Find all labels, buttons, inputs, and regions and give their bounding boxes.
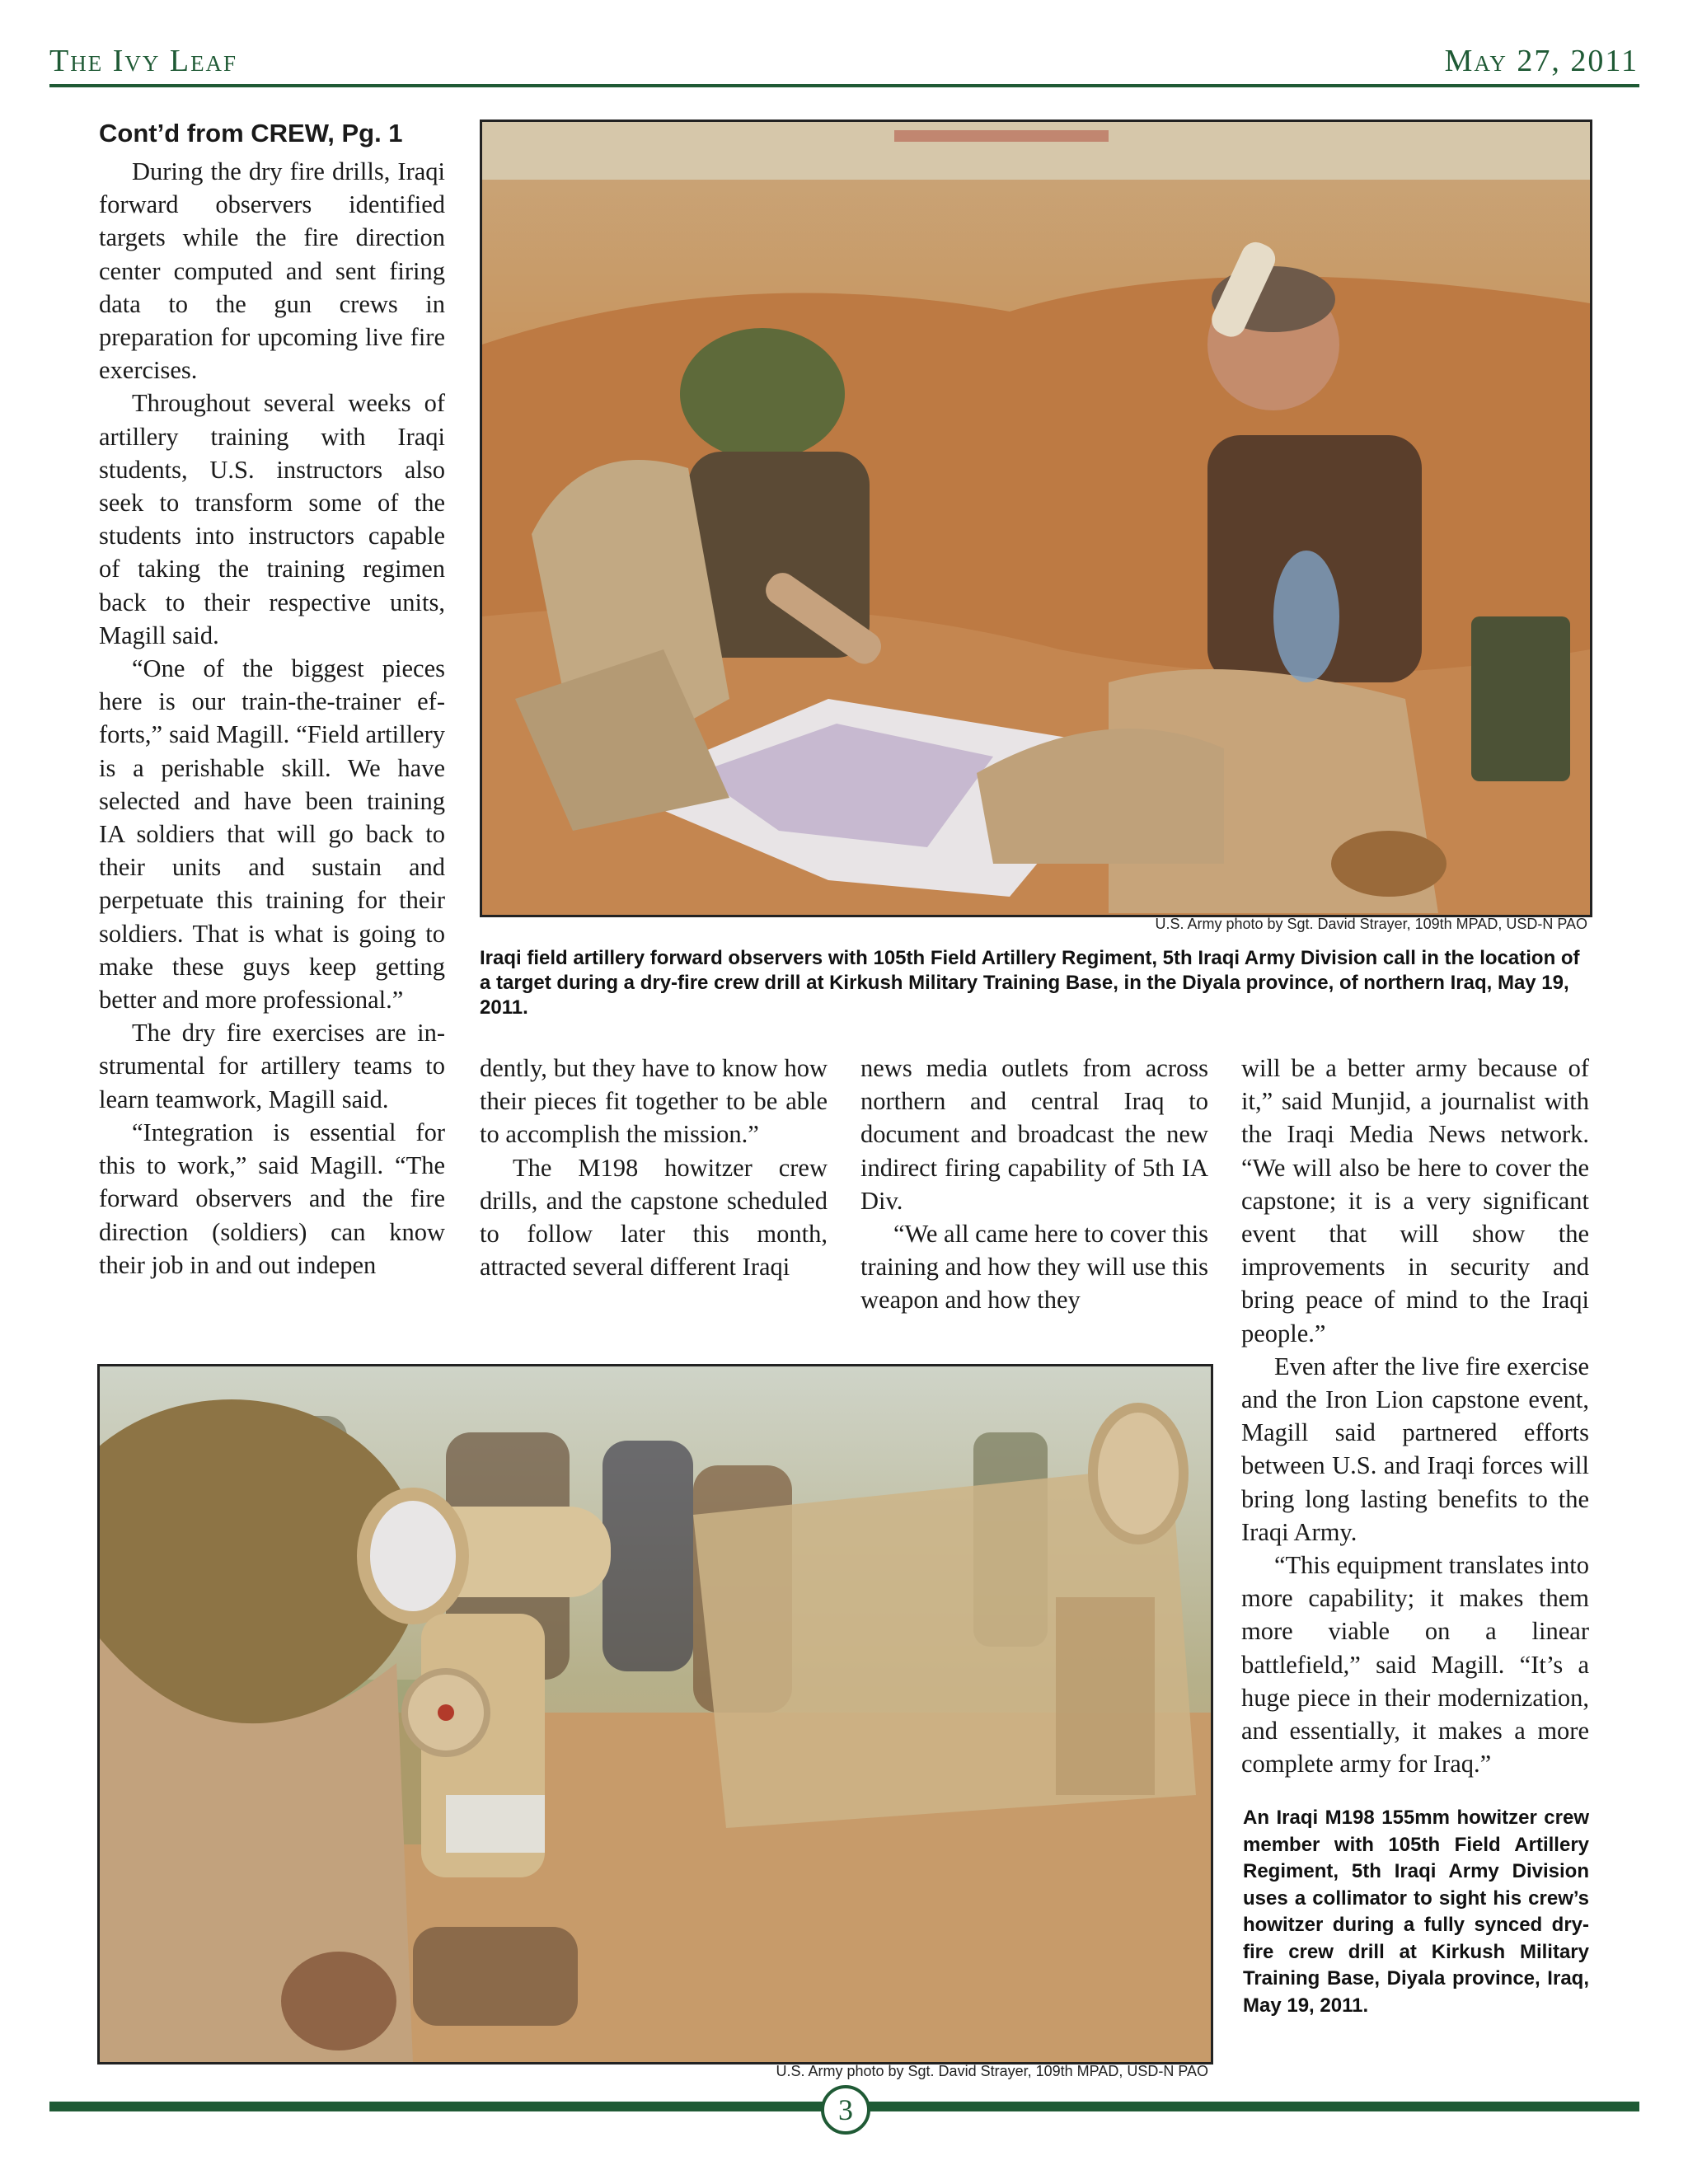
paragraph: “We all came here to cover this training and how they will use this weapon and how they: [860, 1220, 1208, 1315]
paragraph: news media outlets from across northern and central Iraq to document and broadcast the new indirect firing capability of 5th IA Div.: [860, 1054, 1208, 1215]
paragraph: During the dry fire drills, Iraqi forward observers identified targets while the fire direction center computed and sent firing data to the gun crews in preparation for upcoming live fire exercises.: [99, 157, 445, 385]
photo-forward-observers: [480, 120, 1592, 917]
forward-observers-image: [482, 122, 1590, 915]
paragraph: The M198 howitzer crew drills, and the capstone scheduled to follow later this month, attracted several different Iraqi: [480, 1153, 828, 1282]
article-column-4: [1241, 1052, 1589, 1780]
paragraph: will be a better army because of it,” said Munjid, a journalist with the Iraqi Media News network. “We will also be here to cover the capstone; it is a very significant event that will show the improvements in security and bring peace of mind to the Iraqi people.”: [1241, 1054, 1589, 1347]
publication-title: The Ivy Leaf: [49, 44, 238, 78]
article-column-3: [860, 1052, 1208, 1317]
paragraph: “This equipment translates into more capability; it makes them more viable on a linear battlefield,” said Magill. “It’s a huge piece in their modernization, and essentially, it makes a more complete army for Iraq.”: [1241, 1551, 1590, 1779]
photo-credit: U.S. Army photo by Sgt. David Strayer, 109th MPAD, USD-N PAO: [776, 2063, 1208, 2079]
photo-credit: U.S. Army photo by Sgt. David Strayer, 109th MPAD, USD-N PAO: [1155, 916, 1587, 932]
paragraph: The dry fire exercises are instrumental for artillery teams to learn teamwork, Magill said.: [99, 1019, 445, 1113]
continuation-kicker: Cont’d from CREW, Pg. 1: [99, 119, 403, 148]
article-column-2: [480, 1052, 828, 1283]
paragraph: “One of the biggest pieces here is our train-the-trainer efforts,” said Magill. “Field artillery is a perishable skill. We have selected and have been training IA soldiers that will go back to their units and sustain and perpetuate this training for their soldiers. That is what is going to make these guys keep getting better and more professional.”: [99, 654, 445, 1015]
photo-caption: An Iraqi M198 155mm howitzer crew member with 105th Field Artillery Regiment, 5th Iraqi Army Division uses a collimator to sight his crew’s howitzer during a fully synced dry-fire crew drill at Kirkush Military Training Base, Diyala province, Iraq, May 19, 2011.: [1243, 1807, 1589, 2017]
header-rule: [49, 84, 1639, 87]
paragraph: Even after the live fire exercise and the Iron Lion capstone event, Magill said partnered efforts between U.S. and Iraqi forces will bring long lasting benefits to the Iraqi Army.: [1241, 1352, 1589, 1546]
paragraph: “Integration is essential for this to work,” said Magill. “The forward observers and the fire direction (soldiers) can know their job in and out indepen: [99, 1118, 445, 1279]
issue-date: May 27, 2011: [1444, 44, 1639, 78]
article-column-1: [99, 117, 445, 1282]
collimator-image: [100, 1366, 1211, 2062]
page-number: 3: [821, 2085, 870, 2135]
photo-collimator: [97, 1364, 1213, 2064]
paragraph: Throughout several weeks of artillery training with Iraqi students, U.S. instructors also seek to transform some of the students into instructors capable of taking the training regimen back to their respective units, Magill said.: [99, 389, 445, 649]
paragraph: dently, but they have to know how their pieces fit together to be able to accomplish the mission.”: [480, 1054, 828, 1149]
photo-caption: Iraqi field artillery forward observers with 105th Field Artillery Regiment, 5th Iraqi Army Division call in the location of a target during a dry-fire crew drill at Kirkush Military Training Base, in the Diyala province, of northern Iraq, May 19, 2011.: [480, 947, 1580, 1019]
